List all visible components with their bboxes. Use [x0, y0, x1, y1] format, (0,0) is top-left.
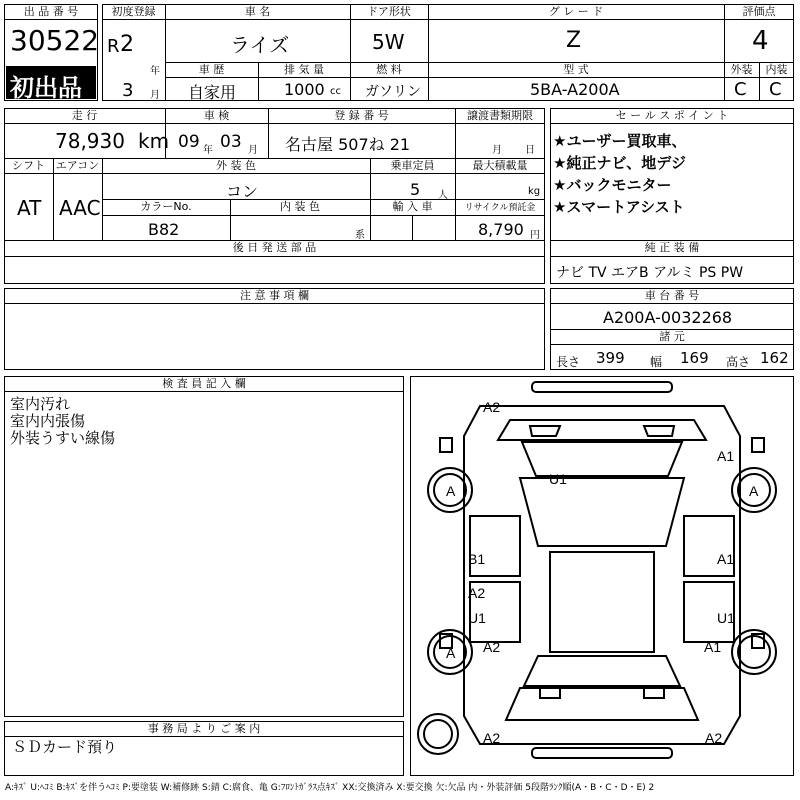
score-label: 評価点	[742, 5, 776, 18]
interior-color-label: 内 装 色	[280, 200, 320, 213]
damage-mark-front-right-tire: A	[749, 483, 759, 499]
capacity-label: 乗車定員	[390, 159, 435, 172]
fuel-label: 燃 料	[376, 63, 402, 76]
damage-mark-right-front-door: A1	[717, 551, 735, 567]
inspection-year-unit: 年	[203, 145, 213, 156]
int-grade: C	[769, 79, 782, 100]
displacement-value: 1000	[284, 80, 325, 99]
mileage-label: 走 行	[71, 109, 98, 122]
later-parts-label: 後 日 発 送 部 品	[232, 241, 317, 254]
car-name-label: 車 名	[244, 5, 271, 18]
sales-label: セ ー ル ス ポ イ ン ト	[615, 109, 729, 122]
displacement-label: 排 気 量	[284, 63, 324, 76]
model-value: 5BA-A200A	[530, 80, 620, 99]
damage-mark-rear-bumper-left: A2	[483, 730, 501, 746]
grade-label: グ レ ー ド	[548, 5, 604, 18]
load-unit: kg	[528, 186, 541, 197]
mileage-unit: km	[138, 129, 170, 153]
transfer-label: 譲渡書類期限	[467, 109, 533, 122]
import-label: 輸 入 車	[392, 200, 433, 213]
office-text: ＳＤカード預り	[12, 738, 118, 756]
lot-label: 出 品 番 号	[23, 5, 79, 18]
inspector-label: 検 査 員 記 入 欄	[162, 377, 246, 390]
damage-mark-front-left-wheel: A	[446, 483, 456, 499]
fuel-value: ガソリン	[365, 84, 421, 100]
sales-point-3: ★バックモニター	[553, 176, 672, 194]
damage-mark-rear-left-wheel: A	[446, 645, 456, 661]
load-label: 最大積載量	[472, 159, 528, 172]
history-label: 車 歴	[198, 63, 225, 76]
displacement-unit: cc	[330, 86, 341, 97]
transfer-day-unit: 日	[525, 145, 535, 156]
month-unit: 月	[150, 90, 160, 101]
car-outline	[410, 376, 794, 776]
chassis-number: A200A-0032268	[603, 308, 733, 327]
sales-point-1: ★ユーザー買取車、	[553, 132, 687, 150]
color-no-value: B82	[148, 220, 180, 239]
damage-mark-rear-bumper-right: A2	[705, 730, 723, 746]
lot-number: 30522	[10, 24, 100, 57]
ext-grade: C	[734, 79, 747, 100]
color-label: 外 装 色	[216, 159, 256, 172]
recycle-value: 8,790	[478, 220, 524, 239]
first-reg-year: 2	[120, 32, 134, 57]
inspector-line-2: 室内内張傷	[10, 412, 86, 430]
interior-color-unit: 系	[355, 230, 365, 241]
damage-mark-right-rear-door: U1	[717, 610, 735, 626]
transfer-month-unit: 月	[492, 145, 502, 156]
score-value: 4	[752, 26, 769, 56]
mileage-value: 78,930	[55, 129, 125, 153]
shift-label: シフト	[12, 159, 45, 172]
equip-label: 純 正 装 備	[644, 241, 700, 254]
reg-value: 名古屋 507ね 21	[285, 135, 411, 154]
length-label: 長さ	[556, 355, 581, 369]
first-reg-month: 3	[122, 80, 134, 101]
damage-mark-rear-right-panel: A1	[704, 639, 722, 655]
damage-mark-roof: U1	[549, 471, 567, 487]
grade-value: Z	[566, 28, 582, 53]
damage-mark-rear-left-panel: A2	[483, 639, 501, 655]
inspection-month-unit: 月	[248, 145, 258, 156]
chassis-label: 車 台 番 号	[644, 289, 700, 302]
ac-value: AAC	[59, 196, 101, 220]
damage-mark-left-front-door: B1	[468, 551, 486, 567]
model-label: 型 式	[563, 63, 589, 76]
recycle-unit: 円	[530, 230, 540, 241]
car-name: ライズ	[230, 33, 290, 57]
year-unit: 年	[150, 66, 160, 77]
height-label: 高さ	[726, 355, 751, 369]
inspection-month: 03	[220, 132, 242, 152]
first-listing-text: 初出品	[10, 74, 82, 102]
length-value: 399	[596, 349, 625, 367]
damage-mark-left-rear-door-u: U1	[468, 610, 486, 626]
shift-value: AT	[17, 196, 42, 220]
damage-mark-left-rear-door-a: A2	[468, 585, 486, 601]
inspector-line-1: 室内汚れ	[10, 395, 71, 413]
width-label: 幅	[650, 355, 663, 369]
reg-label: 登 録 番 号	[334, 109, 389, 122]
damage-mark-front-right-wheel: A1	[717, 448, 735, 464]
door-label: ドア形状	[367, 5, 411, 18]
legend: A:ｷｽﾞ U:ﾍｺﾐ B:ｷｽﾞを伴うﾍｺﾐ P:要塗装 W:補修跡 S:錆 C:腐食、亀 G:ﾌﾛﾝﾄｶﾞﾗｽ点ｷｽﾞ XX:交換済み X:要交換 欠:欠品 内・外装評価 5段階ﾗﾝｸ順(A・B・C・D・E) 2	[5, 783, 655, 793]
color-no-label: カラーNo.	[140, 200, 192, 213]
ac-label: エアコン	[55, 159, 100, 172]
door-value: 5W	[372, 30, 405, 54]
recycle-label: リサイクル預託金	[464, 203, 536, 213]
height-value: 162	[760, 349, 789, 367]
history-value: 自家用	[188, 83, 237, 102]
equipment-value: ナビ TV エアB アルミ PS PW	[556, 265, 744, 281]
color-value: コン	[226, 182, 259, 201]
capacity-value: 5	[410, 180, 421, 199]
inspector-line-3: 外装うすい線傷	[10, 429, 116, 447]
specs-label: 諸 元	[659, 330, 685, 343]
sales-point-4: ★スマートアシスト	[553, 198, 685, 216]
inspection-label: 車 検	[203, 109, 230, 122]
ext-label: 外装	[730, 63, 753, 76]
sales-point-2: ★純正ナビ、地デジ	[553, 154, 686, 172]
first-reg-label: 初度登録	[111, 5, 156, 18]
era: R	[107, 36, 120, 57]
notes-label: 注 意 事 項 欄	[240, 289, 309, 302]
office-label: 事 務 局 よ り ご 案 内	[147, 722, 261, 735]
inspection-year: 09	[178, 132, 200, 152]
width-value: 169	[680, 349, 709, 367]
int-label: 内装	[765, 63, 788, 76]
damage-mark-front-left: A2	[483, 399, 501, 415]
capacity-unit: 人	[438, 190, 448, 201]
